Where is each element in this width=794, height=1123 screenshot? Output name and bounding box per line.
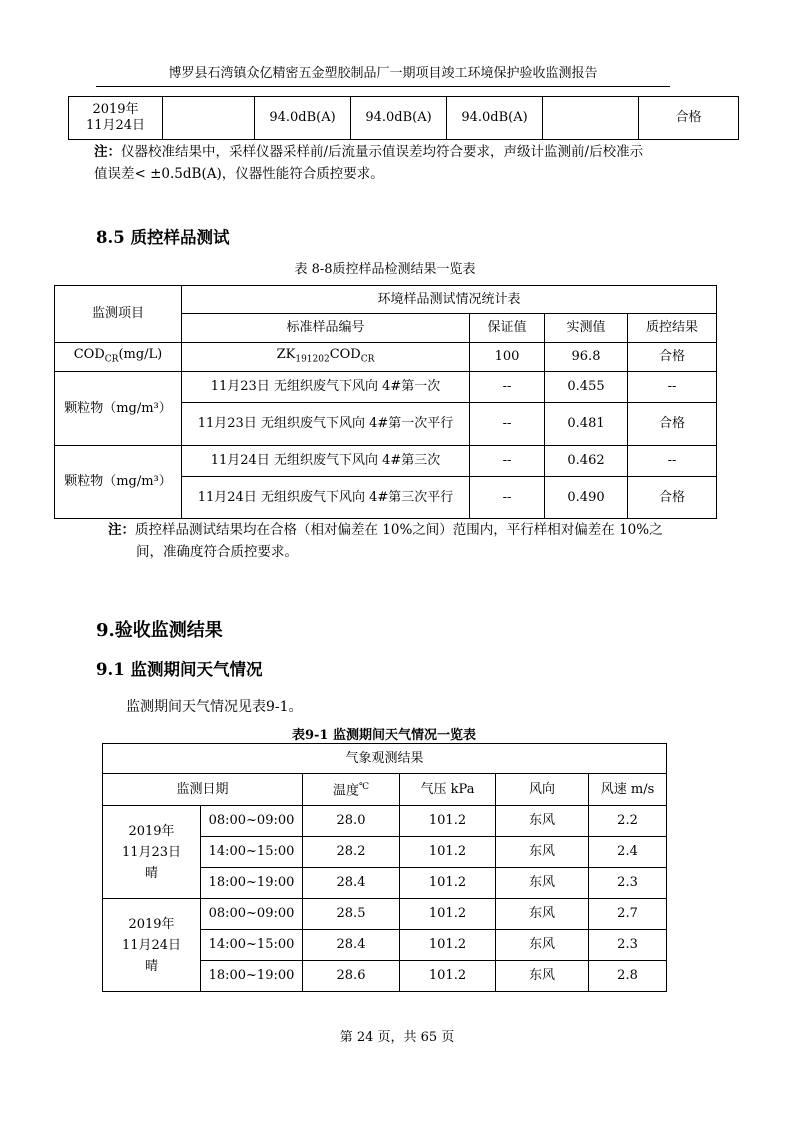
time-cell: 08:00~09:00 — [201, 899, 303, 930]
wind-dir-cell: 东风 — [496, 806, 589, 837]
wind-speed-cell: 2.8 — [589, 961, 667, 992]
wind-dir-cell: 东风 — [496, 930, 589, 961]
wind-speed-cell: 2.3 — [589, 868, 667, 899]
pm-result: -- — [628, 446, 717, 477]
qc-note: 注：质控样品测试结果均在合格（相对偏差在 10%之间）范围内，平行样相对偏差在 10%之 间，准确度符合质控要求。 — [108, 522, 663, 560]
table-9-1-caption: 表9-1 监测期间天气情况一览表 — [291, 728, 476, 743]
section-9-1-title: 9.1 监测期间天气情况 — [96, 660, 263, 679]
pm-item: 颗粒物（mg/m³） — [55, 372, 182, 446]
time-cell: 18:00~19:00 — [201, 868, 303, 899]
wind-dir-cell: 东风 — [496, 961, 589, 992]
temp-cell: 28.4 — [303, 868, 400, 899]
page-footer: 第 24 页，共 65 页 — [339, 1030, 455, 1045]
section-9-1-paragraph: 监测期间天气情况见表9-1。 — [126, 699, 303, 715]
pm-measured: 0.462 — [545, 446, 628, 477]
temp-cell: 28.0 — [303, 806, 400, 837]
pm-certified: -- — [470, 477, 545, 519]
pm-certified: -- — [470, 372, 545, 403]
pressure-cell: 101.2 — [400, 868, 496, 899]
calibration-table — [68, 96, 739, 140]
calib-cell: 94.0dB(A) — [447, 97, 543, 140]
pm-measured: 0.481 — [545, 403, 628, 446]
calibration-note: 注：仪器校准结果中，采样仪器采样前/后流量示值误差均符合要求，声级计监测前/后校准示 值误差< ±0.5dB(A)，仪器性能符合质控要求。 — [94, 144, 644, 182]
calib-cell — [163, 97, 255, 140]
header-result: 质控结果 — [628, 314, 717, 343]
wind-speed-cell: 2.2 — [589, 806, 667, 837]
temp-cell: 28.5 — [303, 899, 400, 930]
temp-cell: 28.4 — [303, 930, 400, 961]
header-wind-dir: 风向 — [496, 774, 589, 806]
date-cell: 2019年 11月24日 晴 — [103, 899, 201, 992]
pressure-cell: 101.2 — [400, 806, 496, 837]
pressure-cell: 101.2 — [400, 837, 496, 868]
cod-item: $COD_{CR}(mg/L)$ — [55, 343, 182, 372]
pm-result: 合格 — [628, 403, 717, 446]
header-pressure: 气压 kPa — [400, 774, 496, 806]
header-sample: 标准样品编号 — [182, 314, 470, 343]
header-group: 环境样品测试情况统计表 — [182, 286, 717, 314]
weather-table — [102, 743, 667, 992]
header-date: 监测日期 — [103, 774, 303, 806]
header-wind-speed: 风速 m/s — [589, 774, 667, 806]
pm-result: 合格 — [628, 477, 717, 519]
wind-speed-cell: 2.3 — [589, 930, 667, 961]
pm-item: 颗粒物（mg/m³） — [55, 446, 182, 519]
date-cell: 2019年 11月23日 晴 — [103, 806, 201, 899]
wind-dir-cell: 东风 — [496, 837, 589, 868]
time-cell: 08:00~09:00 — [201, 806, 303, 837]
pressure-cell: 101.2 — [400, 899, 496, 930]
temp-cell: 28.6 — [303, 961, 400, 992]
pressure-cell: 101.2 — [400, 961, 496, 992]
header-rule — [96, 86, 670, 87]
section-8-5-title: 8.5 质控样品测试 — [96, 228, 230, 247]
time-cell: 14:00~15:00 — [201, 930, 303, 961]
header-group: 气象观测结果 — [103, 744, 667, 774]
qc-sample-table — [54, 285, 717, 519]
pressure-cell: 101.2 — [400, 930, 496, 961]
pm-result: -- — [628, 372, 717, 403]
pm-sample: 11月23日 无组织废气下风向 4#第一次 — [182, 372, 470, 403]
table-8-8-caption: 表 8-8质控样品检测结果一览表 — [294, 262, 476, 277]
calib-cell — [543, 97, 639, 140]
wind-dir-cell: 东风 — [496, 899, 589, 930]
header-item: 监测项目 — [55, 286, 182, 343]
cod-measured: 96.8 — [545, 343, 628, 372]
section-9-title: 9.验收监测结果 — [96, 620, 223, 641]
wind-speed-cell: 2.4 — [589, 837, 667, 868]
calib-cell: 94.0dB(A) — [255, 97, 351, 140]
calib-cell: 94.0dB(A) — [351, 97, 447, 140]
pm-certified: -- — [470, 403, 545, 446]
time-cell: 18:00~19:00 — [201, 961, 303, 992]
calib-date-cell: 2019年 11月24日 — [69, 97, 163, 140]
temp-cell: 28.2 — [303, 837, 400, 868]
pm-sample: 11月24日 无组织废气下风向 4#第三次 — [182, 446, 470, 477]
calib-cell: 合格 — [639, 97, 739, 140]
cod-sample: $ZK_{191202}COD_{CR}$ — [182, 343, 470, 372]
pm-measured: 0.455 — [545, 372, 628, 403]
wind-speed-cell: 2.7 — [589, 899, 667, 930]
pm-sample: 11月23日 无组织废气下风向 4#第一次平行 — [182, 403, 470, 446]
header-temp: 温度℃ — [303, 774, 400, 806]
pm-sample: 11月24日 无组织废气下风向 4#第三次平行 — [182, 477, 470, 519]
cod-result: 合格 — [628, 343, 717, 372]
time-cell: 14:00~15:00 — [201, 837, 303, 868]
header-certified: 保证值 — [470, 314, 545, 343]
page-header: 博罗县石湾镇众亿精密五金塑胶制品厂一期项目竣工环境保护验收监测报告 — [168, 66, 598, 81]
pm-certified: -- — [470, 446, 545, 477]
header-measured: 实测值 — [545, 314, 628, 343]
pm-measured: 0.490 — [545, 477, 628, 519]
cod-certified: 100 — [470, 343, 545, 372]
wind-dir-cell: 东风 — [496, 868, 589, 899]
